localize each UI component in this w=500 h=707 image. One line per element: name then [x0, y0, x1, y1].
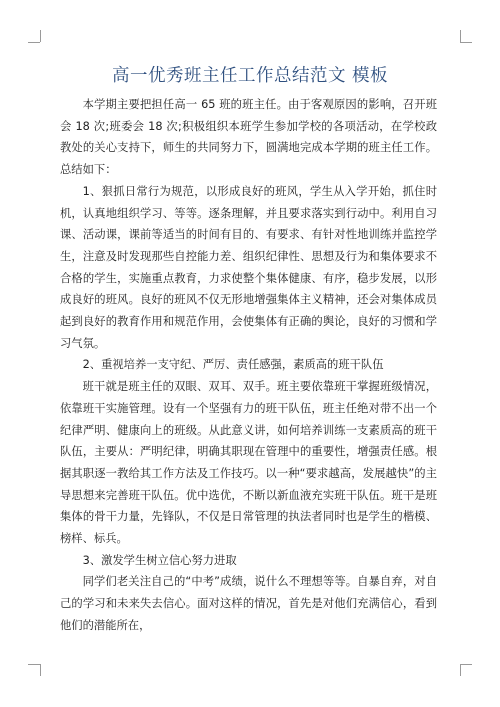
- paragraph-heading-2: 2、重视培养一支守纪、严厉、责任感强，素质高的班干队伍: [82, 358, 384, 372]
- paragraph-section-1: 1、狠抓日常行为规范，以形成良好的班风，学生从入学开始，抓住时机，认真地组织学习、等等。逐条理解，并且要求落实到行动中。利用自习课、活动课，课前等适当的时间有目的、有要求、有针对性地训练并监控学生，注意及时发现那些自控能力差、组织纪律性、思想及行为和集体要求不合格的学生，实施重点教育，力求使整个集体健康、有序，稳步发展，以形成良好的班风。良好的班风不仅无形地增强集体主义精神，还会对集体成员起到良好的教育作用和规范作用，会使集体有正确的舆论，良好的习惯和学习气氛。: [60, 184, 437, 350]
- crop-mark-top-left-vertical: [40, 30, 41, 42]
- crop-mark-top-right-vertical: [460, 30, 461, 42]
- crop-mark-top-right-horizontal: [460, 42, 472, 43]
- paragraph-section-3: 同学们老关注自己的“中考”成绩，说什么不理想等等。自暴自弃，对自己的学习和未来失去信心。面对这样的情况，首先是对他们充满信心，看到他们的潜能所在，: [60, 575, 437, 632]
- paragraph-section-2: 班干就是班主任的双眼、双耳、双手。班主要依靠班干掌握班级情况，依靠班干实施管理。设有一个坚强有力的班干队伍，班主任绝对带不出一个纪律严明、健康向上的班级。从此意义讲，如何培养训练一支素质高的班干队伍，主要从：严明纪律，明确其职现在管理中的重要性，增强责任感。根据其职逐一教给其工作方法及工作技巧。以一种“要求越高，发展越快”的主导思想来完善班干队伍。优中选优，不断以新血液充实班干队伍。班干是班集体的骨干力量，先锋队，不仅是日常管理的执法者同时也是学生的楷模、榜样、标兵。: [60, 380, 437, 546]
- document-title: 高一优秀班主任工作总结范文 模板: [111, 66, 389, 86]
- paragraph-heading-3: 3、激发学生树立信心努力进取: [82, 553, 237, 567]
- crop-mark-bottom-left-horizontal: [28, 664, 40, 665]
- crop-mark-bottom-left-vertical: [40, 664, 41, 676]
- crop-mark-bottom-right-vertical: [460, 664, 461, 676]
- crop-mark-bottom-right-horizontal: [460, 664, 472, 665]
- paragraph-intro: 本学期主要把担任高一 65 班的班主任。由于客观原因的影响，召开班会 18 次;班委会 18 次;积极组织本班学生参加学校的各项活动，在学校政教处的关心支持下，师生的共同努力下，圆满地完成本学期的班主任工作。总结如下：: [60, 98, 437, 177]
- document-body: [60, 94, 437, 637]
- crop-mark-top-left-horizontal: [28, 42, 40, 43]
